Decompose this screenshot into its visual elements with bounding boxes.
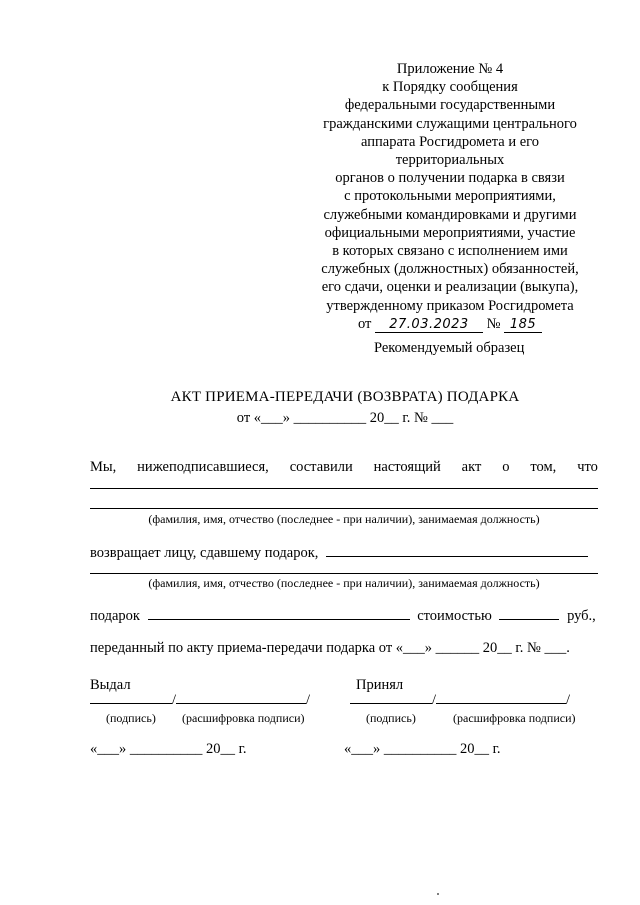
blank-line-2 <box>90 508 598 509</box>
cost-label: стоимостью <box>417 608 492 624</box>
decoding-caption-right: (расшифровка подписи) <box>453 711 576 725</box>
appendix-block <box>300 60 600 333</box>
scan-speck <box>437 893 439 895</box>
gift-line <box>90 606 598 625</box>
returns-text: возвращает лицу, сдавшему подарок, <box>90 545 319 561</box>
word: том, <box>530 459 557 475</box>
act-title: АКТ ПРИЕМА-ПЕРЕДАЧИ (ВОЗВРАТА) ПОДАРКА <box>170 389 520 405</box>
signature-blank <box>90 690 172 704</box>
appendix-line: территориальных <box>395 152 505 169</box>
issued-signature-blanks: / / <box>90 690 310 709</box>
appendix-line: утвержденному приказом Росгидромета <box>326 297 574 314</box>
appendix-line: с протокольными мероприятиями, <box>344 188 556 205</box>
word: Мы, <box>90 459 117 475</box>
blank-line-1 <box>90 488 598 489</box>
order-prefix: от <box>357 315 372 332</box>
decoding-caption-left: (расшифровка подписи) <box>182 711 305 725</box>
appendix-line: служебными командировками и другими <box>323 206 577 223</box>
we-signed-line <box>90 459 598 476</box>
fio-caption-1: (фамилия, имя, отчество (последнее - при наличии), занимаемая должность) <box>148 512 540 526</box>
appendix-line: гражданскими служащими центрального <box>323 115 577 132</box>
gift-label: подарок <box>90 608 140 624</box>
decoding-blank <box>176 690 306 704</box>
signature-caption-left: (подпись) <box>106 711 156 725</box>
fio-caption-2: (фамилия, имя, отчество (последнее - при наличии), занимаемая должность) <box>148 576 540 590</box>
order-number-label: № <box>486 315 501 332</box>
returns-line <box>90 543 598 562</box>
word: акт <box>461 459 482 475</box>
word: настоящий <box>373 459 441 475</box>
issued-date-line: «___» __________ 20__ г. <box>90 741 247 757</box>
order-date-handwritten: 27.03.2023 <box>375 317 483 333</box>
appendix-line: его сдачи, оценки и реализации (выкупа), <box>321 279 579 296</box>
decoding-blank <box>436 690 566 704</box>
transferred-line: переданный по акту приема-передачи подарка от «___» ______ 20__ г. № ___. <box>90 640 570 656</box>
order-number-handwritten: 185 <box>504 317 542 333</box>
appendix-line: федеральными государственными <box>344 97 556 114</box>
appendix-line: аппарата Росгидромета и его <box>361 133 539 150</box>
appendix-line: органов о получении подарка в связи <box>335 170 565 187</box>
word: о <box>502 459 510 475</box>
issued-label: Выдал <box>90 677 131 693</box>
accepted-date-line: «___» __________ 20__ г. <box>344 741 501 757</box>
signature-blank <box>350 690 432 704</box>
order-reference <box>300 315 600 333</box>
word: составили <box>289 459 353 475</box>
act-date-line: от «___» __________ 20__ г. № ___ <box>236 410 454 426</box>
appendix-line: к Порядку сообщения <box>382 79 518 96</box>
recipient-blank <box>326 543 588 557</box>
gift-blank <box>148 606 410 620</box>
appendix-line: Приложение № 4 <box>396 61 504 77</box>
blank-line-3 <box>90 573 598 574</box>
word: нижеподписавшиеся, <box>137 459 269 475</box>
appendix-line: официальными мероприятиями, участие <box>324 224 576 241</box>
appendix-line: служебных (должностных) обязанностей, <box>321 261 579 278</box>
rub-label: руб., <box>567 608 596 624</box>
accepted-signature-blanks: / / <box>350 690 570 709</box>
cost-blank <box>499 606 559 620</box>
accepted-label: Принял <box>356 677 404 693</box>
word: что <box>577 459 598 475</box>
signature-caption-right: (подпись) <box>366 711 416 725</box>
recommended-sample-label: Рекомендуемый образец <box>374 340 525 356</box>
appendix-line: в которых связано с исполнением ими <box>332 243 568 260</box>
